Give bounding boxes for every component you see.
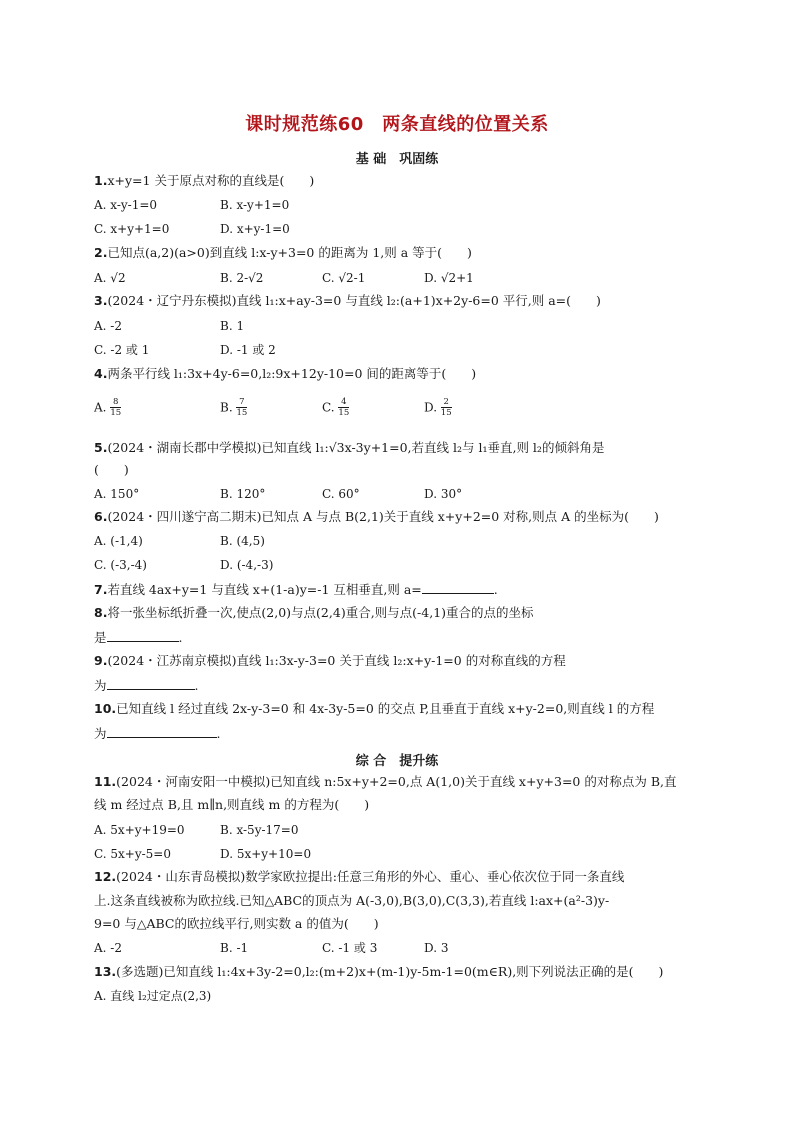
fraction [441,398,452,418]
question-text: 若直线 4ax+y=1 与直线 x+(1-a)y=-1 互相垂直,则 a= [107,582,422,597]
q12-option-a: A. -2 [94,941,122,955]
period: . [493,582,498,597]
denominator: 15 [236,408,248,418]
question-6 [94,509,659,525]
question-number: 8. [94,605,108,620]
q1-option-c: C. x+y+1=0 [94,222,170,236]
q12-option-c: C. -1 或 3 [322,941,378,955]
option-letter: B. [220,400,233,415]
q5-option-d: D. 30° [424,487,463,501]
question-number: 10. [94,701,117,716]
question-5-continued: ( ) [94,462,129,477]
q4-option-d [424,398,452,418]
question-13 [94,964,663,980]
answer-blank[interactable] [107,725,217,738]
question-text: (2024・山东青岛模拟)数学家欧拉提出:任意三角形的外心、重心、垂心依次位于同一条直线 [116,869,625,884]
q11-option-a: A. 5x+y+19=0 [94,823,185,837]
question-number: 1. [94,173,108,188]
option-letter: D. [424,400,438,415]
numerator: 2 [443,397,449,407]
question-12-line-2: 上.这条直线被称为欧拉线.已知△ABC的顶点为 A(-3,0),B(3,0),C(3,3),若直线 l:ax+(a²-3)y- [94,893,610,908]
question-text: (多选题)已知直线 l₁:4x+3y-2=0,l₂:(m+2)x+(m-1)y-5m-1=0(m∈R),则下列说法正确的是( ) [116,964,664,979]
question-8 [94,605,534,621]
question-text: 为 [94,726,107,741]
question-text: 两条平行线 l₁:3x+4y-6=0,l₂:9x+12y-10=0 间的距离等于( ) [107,366,477,381]
q2-option-b: B. 2-√2 [220,271,264,285]
answer-blank[interactable] [422,581,494,594]
numerator: 7 [239,397,245,407]
q1-option-a: A. x-y-1=0 [94,198,158,212]
question-text: 是 [94,630,107,645]
q12-option-d: D. 3 [424,941,449,955]
q3-option-b: B. 1 [220,319,245,333]
question-number: 4. [94,366,108,381]
question-2 [94,245,472,261]
section-basic: 基 础 巩固练 [355,152,439,167]
q2-option-d: D. √2+1 [424,271,474,285]
question-number: 7. [94,582,108,597]
question-10 [94,701,654,717]
question-text: (2024・河南安阳一中模拟)已知直线 n:5x+y+2=0,点 A(1,0)关于直线 x+y+3=0 的对称点为 B,直 [116,774,677,789]
page-title: 课时规范练60 两条直线的位置关系 [245,114,549,135]
q3-option-c: C. -2 或 1 [94,343,150,357]
denominator: 15 [440,408,452,418]
q6-option-b: B. (4,5) [220,534,265,548]
question-10-continued [94,725,221,742]
q6-option-a: A. (-1,4) [94,534,143,548]
denominator: 15 [338,408,350,418]
q4-option-b [220,398,247,418]
q11-option-d: D. 5x+y+10=0 [220,847,312,861]
q11-option-b: B. x-5y-17=0 [220,823,299,837]
question-11-continued: 线 m 经过点 B,且 m∥n,则直线 m 的方程为( ) [94,797,370,812]
section-advanced: 综 合 提升练 [355,754,439,769]
q5-option-a: A. 150° [94,487,140,501]
q11-option-c: C. 5x+y-5=0 [94,847,171,861]
question-text: 已知直线 l 经过直线 2x-y-3=0 和 4x-3y-5=0 的交点 P,且垂直于直线 x+y-2=0,则直线 l 的方程 [116,701,655,716]
question-number: 5. [94,440,108,455]
question-text: x+y=1 关于原点对称的直线是( ) [107,173,315,188]
q4-option-c [322,398,349,418]
q12-option-b: B. -1 [220,941,249,955]
denominator: 15 [110,408,122,418]
question-number: 12. [94,869,117,884]
question-text: (2024・辽宁丹东模拟)直线 l₁:x+ay-3=0 与直线 l₂:(a+1)x+2y-6=0 平行,则 a=( ) [107,293,601,308]
question-11 [94,774,676,790]
question-number: 9. [94,653,108,668]
question-8-continued [94,629,183,646]
option-letter: C. [322,400,335,415]
numerator: 8 [113,397,119,407]
question-9 [94,653,566,669]
q13-option-a: A. 直线 l₂过定点(2,3) [94,989,212,1003]
q1-option-b: B. x-y+1=0 [220,198,290,212]
period: . [178,630,183,645]
question-number: 2. [94,245,108,260]
answer-blank[interactable] [107,629,179,642]
question-number: 11. [94,774,117,789]
q1-option-d: D. x+y-1=0 [220,222,290,236]
q3-option-d: D. -1 或 2 [220,343,276,357]
question-number: 13. [94,964,117,979]
q6-option-d: D. (-4,-3) [220,558,274,572]
question-4 [94,366,476,382]
period: . [194,678,199,693]
question-text: 已知点(a,2)(a>0)到直线 l:x-y+3=0 的距离为 1,则 a 等于( ) [107,245,472,260]
q5-option-b: B. 120° [220,487,266,501]
q6-option-c: C. (-3,-4) [94,558,147,572]
q2-option-c: C. √2-1 [322,271,366,285]
question-text: 将一张坐标纸折叠一次,使点(2,0)与点(2,4)重合,则与点(-4,1)重合的点的坐标 [107,605,534,620]
fraction [338,398,349,418]
q5-option-c: C. 60° [322,487,360,501]
fraction [110,398,121,418]
question-text: (2024・江苏南京模拟)直线 l₁:3x-y-3=0 关于直线 l₂:x+y-1=0 的对称直线的方程 [107,653,566,668]
question-1 [94,173,314,189]
question-9-continued [94,677,199,694]
q2-option-a: A. √2 [94,271,126,285]
q4-option-a [94,398,121,418]
question-3 [94,293,601,309]
answer-blank[interactable] [107,677,195,690]
question-text: (2024・四川遂宁高二期末)已知点 A 与点 B(2,1)关于直线 x+y+2=0 对称,则点 A 的坐标为( ) [107,509,659,524]
question-number: 6. [94,509,108,524]
question-12 [94,869,624,885]
question-12-line-3: 9=0 与△ABC的欧拉线平行,则实数 a 的值为( ) [94,916,379,931]
numerator: 4 [341,397,347,407]
period: . [216,726,221,741]
fraction [236,398,247,418]
question-text: 为 [94,678,107,693]
q3-option-a: A. -2 [94,319,122,333]
option-letter: A. [94,400,107,415]
question-7 [94,581,498,598]
question-number: 3. [94,293,108,308]
question-text: (2024・湖南长郡中学模拟)已知直线 l₁:√3x-3y+1=0,若直线 l₂与 l₁垂直,则 l₂的倾斜角是 [107,440,605,455]
question-5 [94,440,604,456]
